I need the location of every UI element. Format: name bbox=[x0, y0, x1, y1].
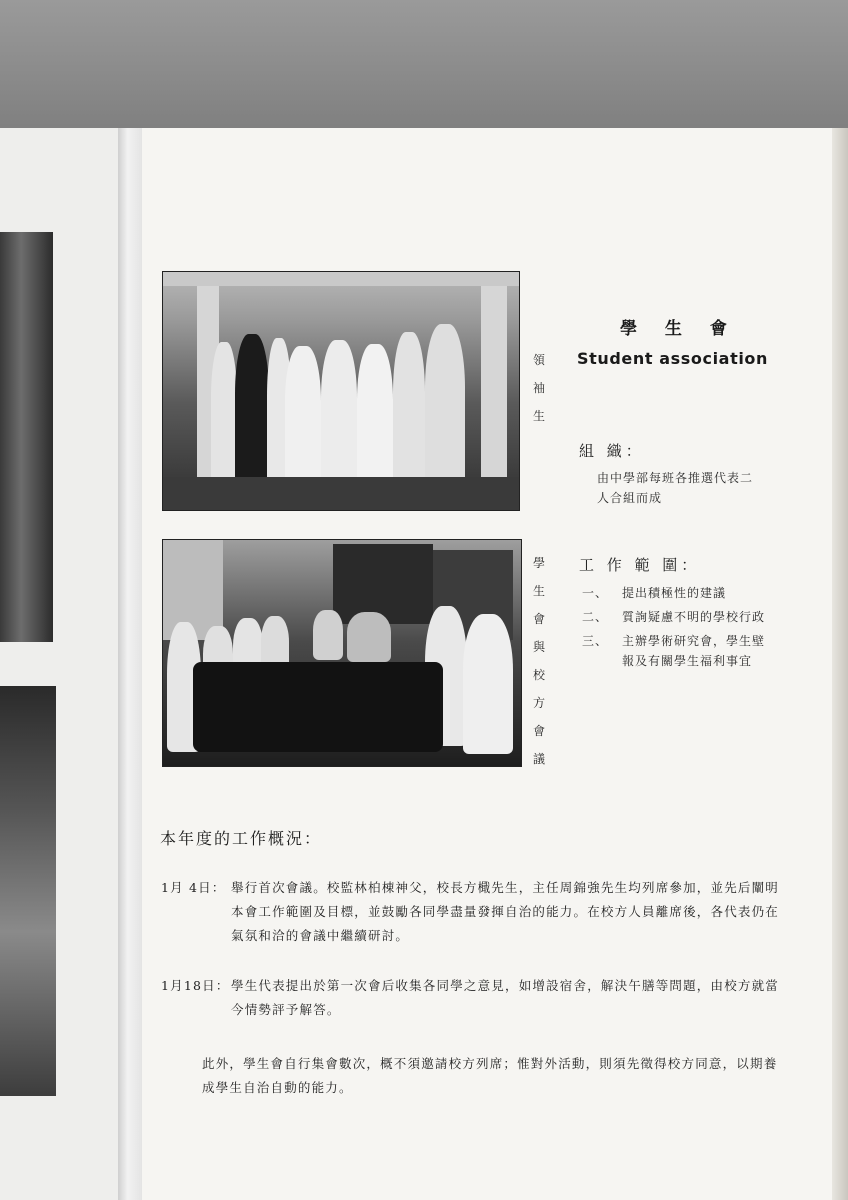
photo-person bbox=[235, 334, 269, 484]
photo-person bbox=[211, 342, 237, 482]
leaders-photo bbox=[162, 271, 520, 511]
page-title-chinese: 學 生 會 bbox=[620, 319, 738, 339]
caption-char: 校 bbox=[532, 668, 545, 682]
photo-person bbox=[357, 344, 393, 484]
summary-heading: 本年度的工作概況： bbox=[160, 829, 323, 848]
photo-window bbox=[163, 540, 223, 640]
photo-person bbox=[321, 340, 357, 484]
scan-background bbox=[0, 0, 848, 132]
list-item bbox=[582, 631, 772, 671]
summary-entry bbox=[161, 876, 781, 948]
caption-char: 生 bbox=[532, 584, 545, 598]
page-edge bbox=[832, 128, 848, 1200]
photo-person bbox=[313, 610, 343, 660]
caption-char: 會 bbox=[532, 612, 545, 626]
summary-entry bbox=[161, 974, 781, 1022]
photo-person bbox=[285, 346, 321, 484]
photo-cabinet bbox=[333, 544, 433, 624]
photo-beam bbox=[163, 272, 519, 286]
item-number: 二、 bbox=[582, 610, 609, 624]
organization-body: 由中學部每班各推選代表二人合組而成 bbox=[597, 471, 754, 505]
caption-char: 議 bbox=[532, 752, 545, 766]
leaders-caption bbox=[531, 346, 547, 430]
entry-text: 舉行首次會議。校監林柏棟神父，校長方檝先生，主任周錦強先生均列席參加，並先后闡明本會工作範圍及目標，並鼓勵各同學盡量發揮自治的能力。在校方人員離席後，各代表仍在氣氛和洽的會議中繼續研討。 bbox=[231, 880, 780, 943]
photo-ground bbox=[163, 477, 519, 510]
entry-date: 1月18日： bbox=[161, 978, 230, 993]
page-title-english: Student association bbox=[577, 349, 768, 368]
scope-heading: 工 作 範 圍： bbox=[579, 556, 701, 574]
photo-table bbox=[193, 662, 443, 752]
item-number: 三、 bbox=[582, 634, 609, 648]
list-item bbox=[582, 607, 772, 627]
item-text: 質詢疑慮不明的學校行政 bbox=[622, 610, 766, 624]
caption-char: 學 bbox=[532, 556, 545, 570]
photo-person bbox=[393, 332, 425, 484]
item-text: 提出積極性的建議 bbox=[622, 586, 727, 600]
book-gutter bbox=[118, 128, 142, 1200]
left-page-photo-bottom bbox=[0, 686, 56, 1096]
organization-heading: 組 織： bbox=[579, 442, 645, 460]
meeting-photo bbox=[162, 539, 522, 767]
caption-char: 與 bbox=[532, 640, 545, 654]
caption-char: 方 bbox=[532, 696, 545, 710]
photo-pillar bbox=[481, 282, 507, 482]
list-item bbox=[582, 583, 772, 603]
photo-person bbox=[463, 614, 513, 754]
left-page-photo-top bbox=[0, 232, 53, 642]
meeting-caption bbox=[531, 549, 547, 773]
scope-list bbox=[582, 583, 772, 675]
entry-text: 學生代表提出於第一次會后收集各同學之意見，如增設宿舍，解決午膳等問題，由校方就當今情勢評予解答。 bbox=[231, 978, 780, 1017]
photo-person bbox=[347, 612, 391, 662]
entry-date: 1月 4日： bbox=[161, 880, 226, 895]
caption-char: 袖 bbox=[532, 381, 545, 395]
caption-char: 領 bbox=[532, 353, 545, 367]
summary-closing: 此外，學生會自行集會數次，概不須邀請校方列席；惟對外活動，則須先徵得校方同意，以期養成學生自治自動的能力。 bbox=[202, 1056, 778, 1095]
caption-char: 生 bbox=[532, 409, 545, 423]
item-number: 一、 bbox=[582, 586, 609, 600]
photo-person bbox=[425, 324, 465, 484]
item-text: 主辦學術研究會，學生壁報及有關學生福利事宜 bbox=[622, 634, 766, 668]
caption-char: 會 bbox=[532, 724, 545, 738]
